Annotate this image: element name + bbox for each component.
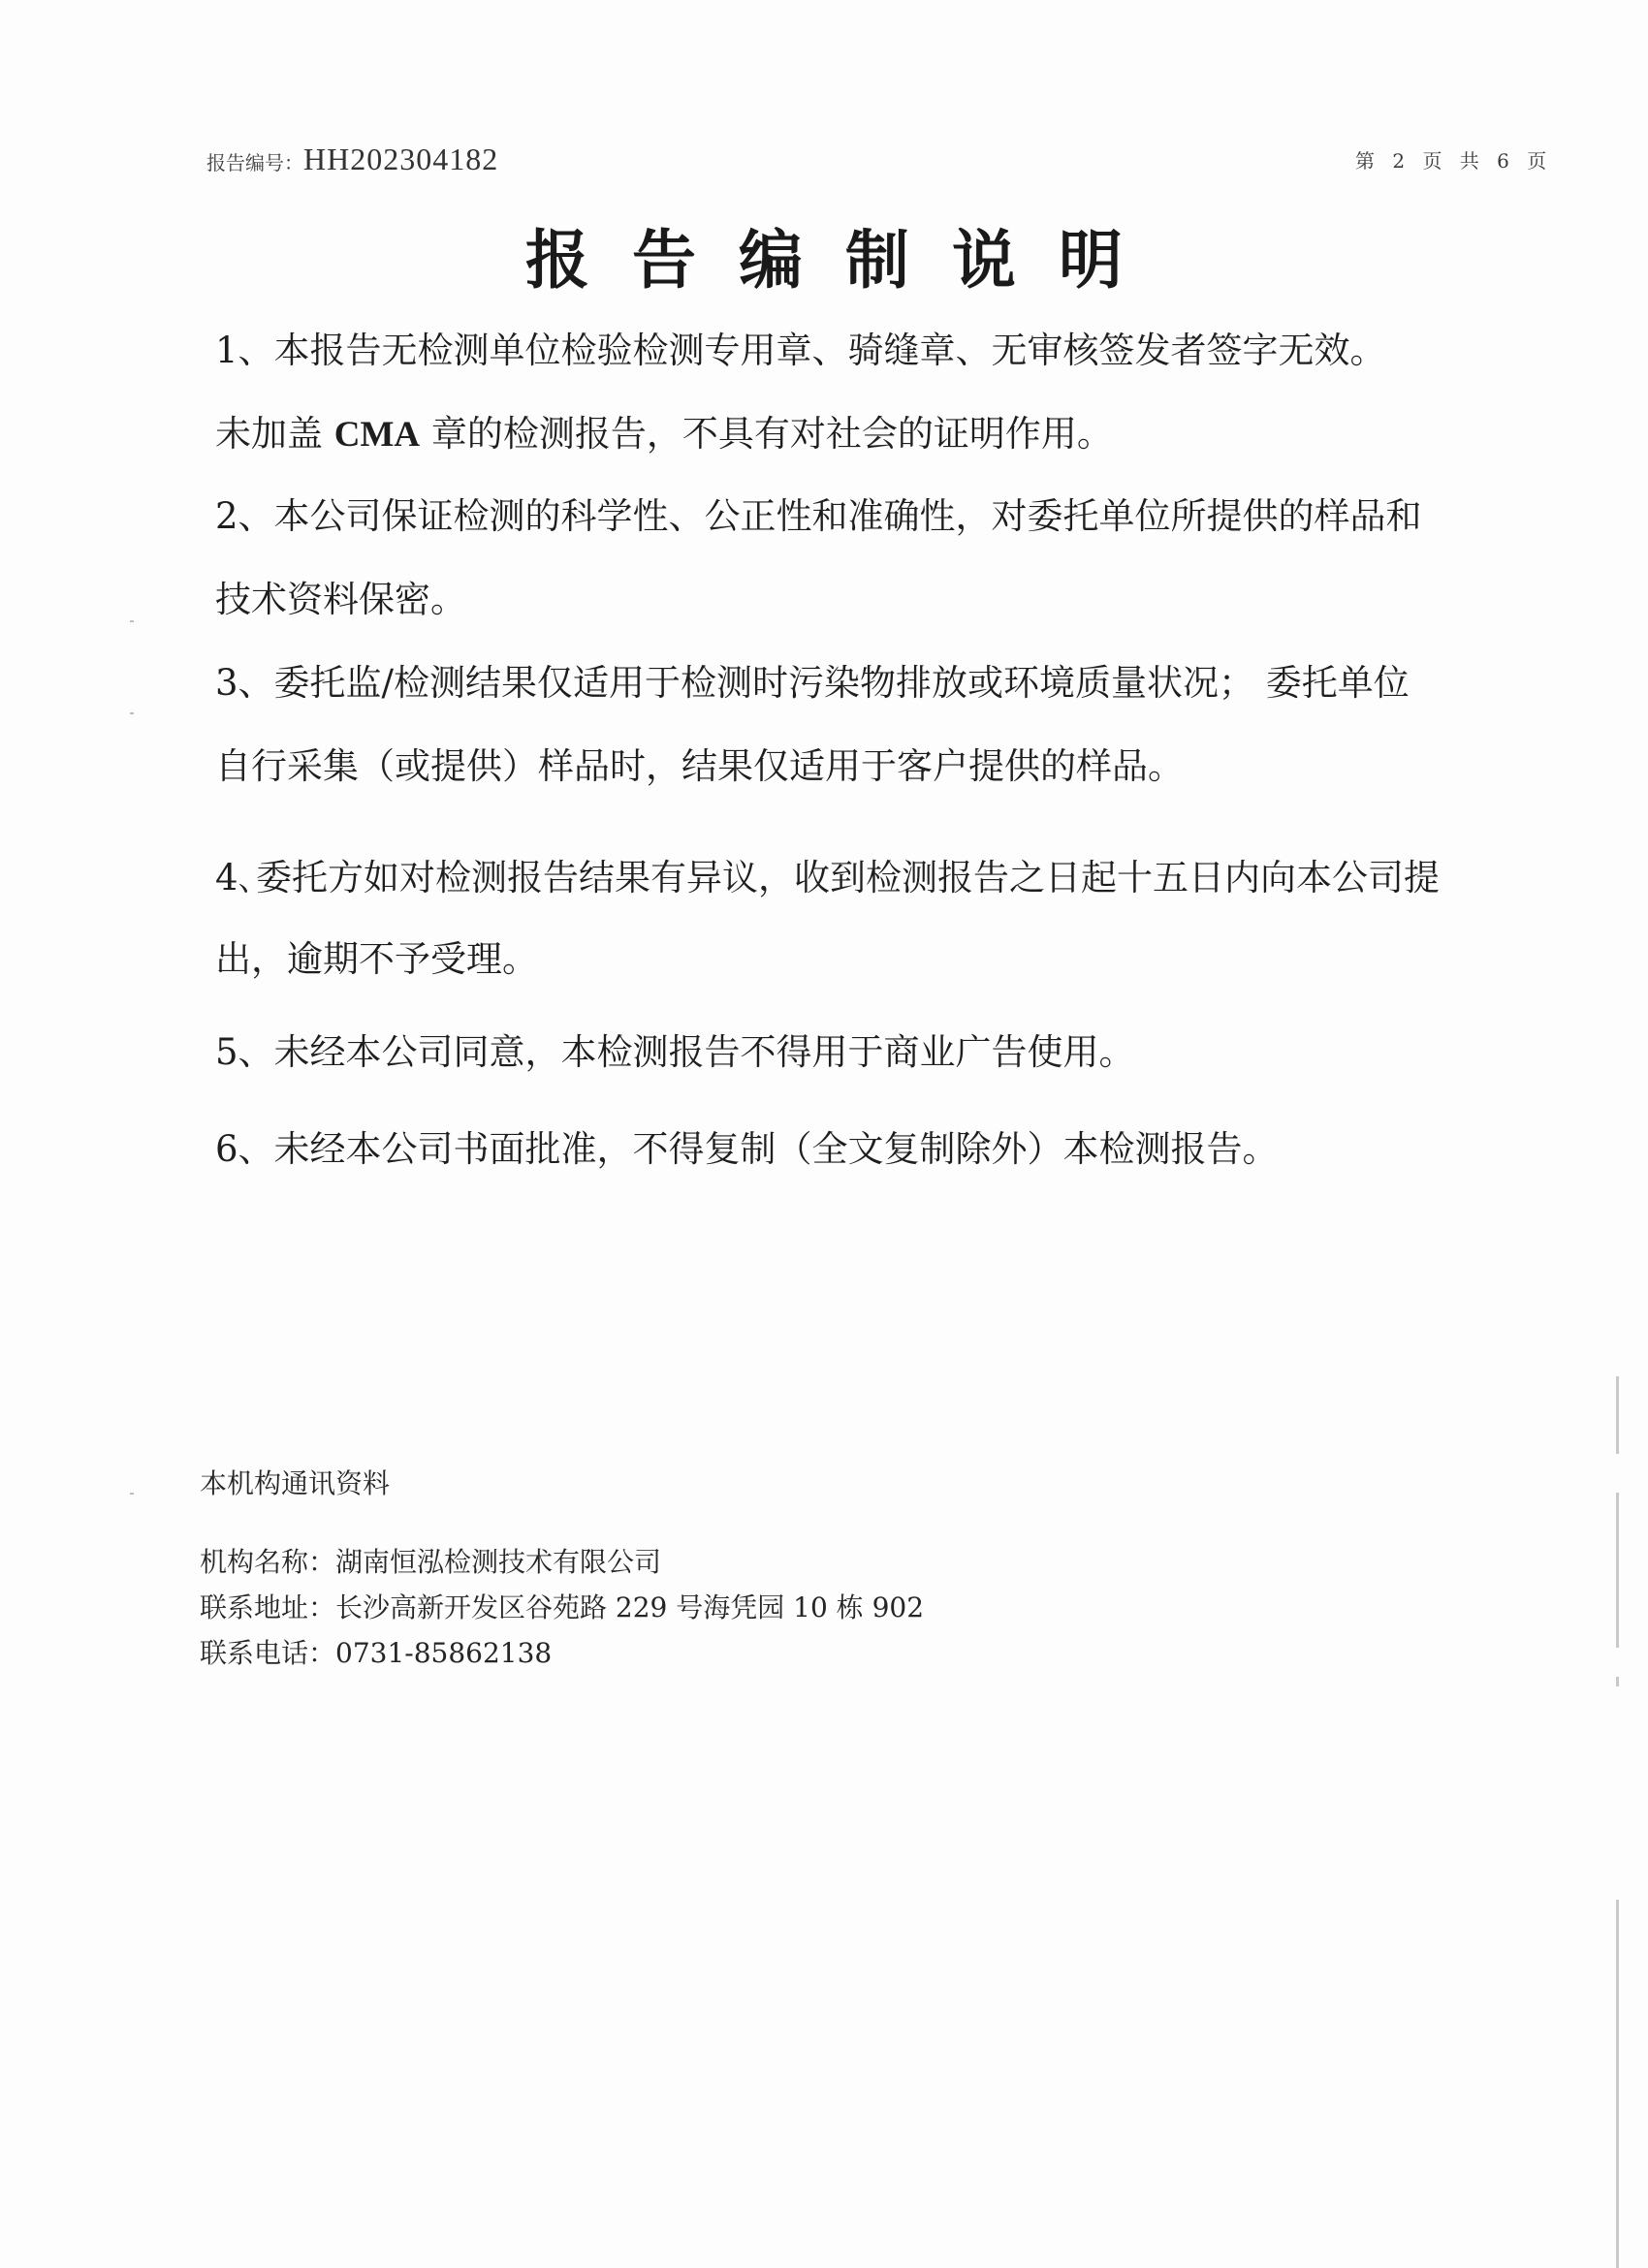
page-title: 报告编制说明 [525,223,1165,298]
report-number-label: 报告编号： [206,151,303,174]
clause-1-line-2 [215,413,1113,457]
clause-1-line-2-pre: 未加盖 [215,413,334,455]
contact-heading: 本机构通讯资料 [200,1467,391,1499]
scan-edge-mark [1616,1900,1619,2268]
page-indicator: 第 2 页 共 6 页 [1355,149,1553,173]
clause-4-line-2: 出，逾期不予受理。 [215,938,538,980]
clause-6: 6、未经本公司书面批准，不得复制（全文复制除外）本检测报告。 [215,1128,1279,1170]
scan-speck [130,620,134,622]
clause-4-line-1: 4､委托方如对检测报告结果有异议，收到检测报告之日起十五日内向本公司提 [215,857,1441,898]
clause-2-line-2: 技术资料保密。 [215,579,466,620]
scan-speck [130,712,134,714]
contact-address: 联系地址：长沙高新开发区谷苑路 229 号海凭园 10 栋 902 [200,1591,925,1623]
clause-3-line-1: 3、委托监/检测结果仅适用于检测时污染物排放或环境质量状况； 委托单位 [215,662,1410,704]
clause-2-line-1: 2、本公司保证检测的科学性、公正性和准确性，对委托单位所提供的样品和 [215,495,1422,537]
clause-1-line-1: 1、本报告无检测单位检验检测专用章、骑缝章、无审核签发者签字无效。 [215,330,1386,371]
scan-edge-mark [1616,1376,1619,1454]
contact-org-name: 机构名称：湖南恒泓检测技术有限公司 [200,1546,662,1578]
report-number-header [206,142,498,177]
clause-1-line-2-post: 章的检测报告，不具有对社会的证明作用。 [420,413,1113,455]
scan-speck [130,1493,134,1495]
clause-5: 5、未经本公司同意，本检测报告不得用于商业广告使用。 [215,1031,1135,1073]
contact-phone: 联系电话：0731-85862138 [200,1637,553,1669]
report-number-value: HH202304182 [303,142,499,176]
cma-mark: CMA [333,415,421,455]
clause-3-line-2: 自行采集（或提供）样品时，结果仅适用于客户提供的样品。 [215,745,1184,787]
scan-edge-mark [1616,1493,1619,1648]
scan-edge-mark [1616,1677,1619,1686]
